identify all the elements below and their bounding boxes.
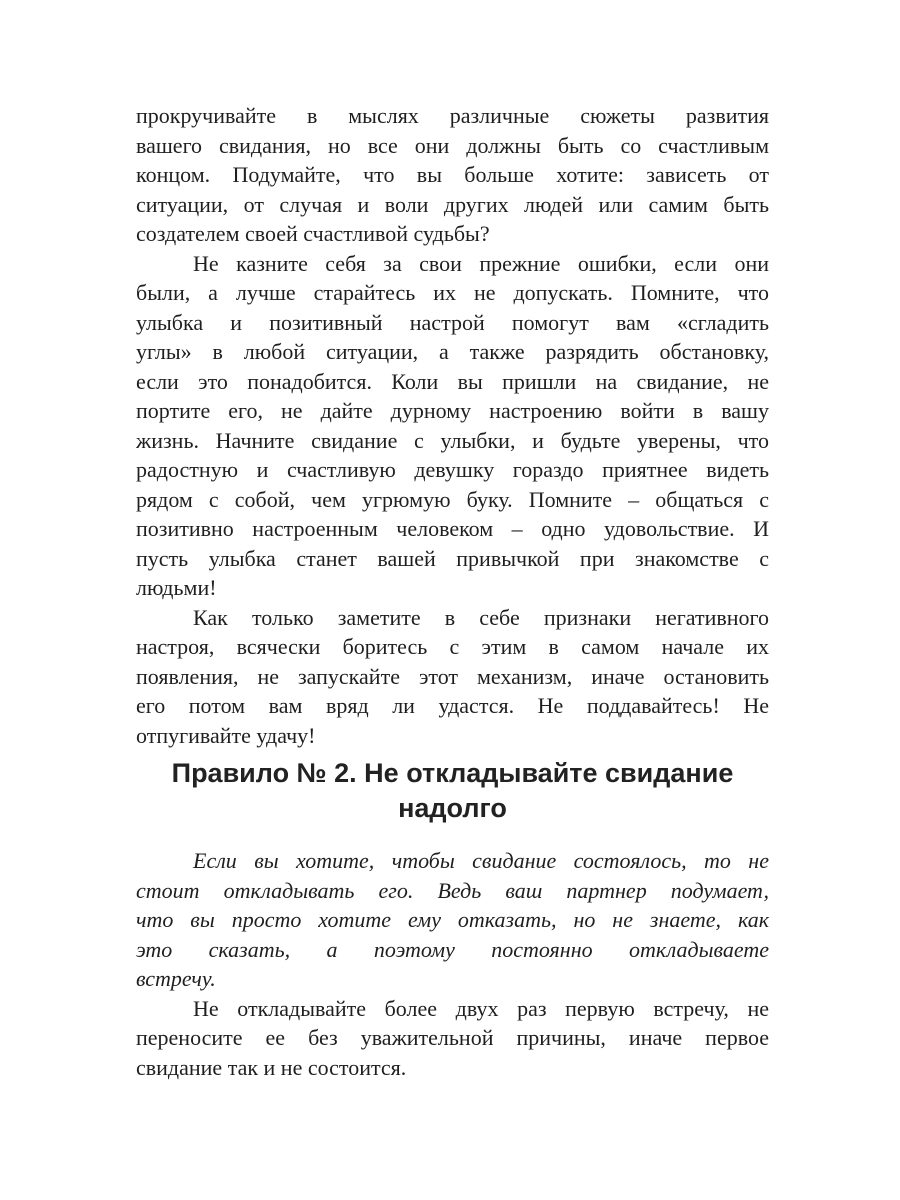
text-line: отпугивайте удачу! <box>136 722 316 748</box>
text-line: рядом с собой, чем угрюмую буку. Помните – общаться с <box>136 486 769 512</box>
text-line: настроя, всячески боритесь с этим в самом начале их <box>136 634 769 659</box>
text-line: появления, не запускайте этот механизм, иначе остановить <box>136 663 769 689</box>
text-line: если это понадобится. Коли вы пришли на свидание, не <box>136 368 769 394</box>
text-line: переносите ее без уважительной причины, иначе первое <box>136 1025 769 1050</box>
paragraph <box>136 994 769 1083</box>
text-line: это сказать, а поэтому постоянно откладываете <box>136 936 769 962</box>
text-block <box>136 101 769 1082</box>
text-line: Не казните себя за свои прежние ошибки, если они <box>193 250 769 276</box>
text-line: пусть улыбка станет вашей привычкой при знакомстве с <box>136 545 769 571</box>
text-line: были, а лучше старайтесь их не допускать. Помните, что <box>136 280 769 305</box>
text-line: жизнь. Начните свидание с улыбки, и будьте уверены, что <box>136 427 769 453</box>
text-line: концом. Подумайте, что вы больше хотите: зависеть от <box>136 162 769 187</box>
paragraph <box>136 603 769 751</box>
text-line: Как только заметите в себе признаки негативного <box>193 604 769 630</box>
text-line: создателем своей счастливой судьбы? <box>136 221 490 246</box>
text-line: портите его, не дайте дурному настроению войти в вашу <box>136 398 769 423</box>
paragraph-continuation <box>136 101 769 249</box>
text-line: надолго <box>398 793 507 823</box>
text-line: что вы просто хотите ему отказать, но не знаете, как <box>136 907 769 932</box>
section-heading <box>136 756 769 826</box>
text-line: Не откладывайте более двух раз первую встречу, не <box>193 995 769 1021</box>
text-line: Правило № 2. Не откладывайте свидание <box>171 758 734 788</box>
text-line: ситуации, от случая и воли других людей или самим быть <box>136 191 769 217</box>
text-line: свидание так и не состоится. <box>136 1054 407 1080</box>
text-line: вашего свидания, но все они должны быть со счастливым <box>136 132 769 158</box>
text-line: улыбка и позитивный настрой помогут вам «сгладить <box>136 309 769 335</box>
text-line: людьми! <box>136 575 217 600</box>
text-line: Если вы хотите, чтобы свидание состоялось, то не <box>193 848 769 873</box>
paragraph <box>136 249 769 603</box>
text-line: встречу. <box>136 966 216 991</box>
text-line: его потом вам вряд ли удастся. Не поддавайтесь! Не <box>136 693 769 718</box>
text-line: позитивно настроенным человеком – одно удовольствие. И <box>136 516 769 541</box>
text-line: радостную и счастливую девушку гораздо приятнее видеть <box>136 457 769 482</box>
italic-paragraph <box>136 846 769 994</box>
text-line: углы» в любой ситуации, а также разрядить обстановку, <box>136 339 769 364</box>
text-line: прокручивайте в мыслях различные сюжеты развития <box>136 103 769 128</box>
text-line: стоит откладывать его. Ведь ваш партнер подумает, <box>136 877 769 903</box>
